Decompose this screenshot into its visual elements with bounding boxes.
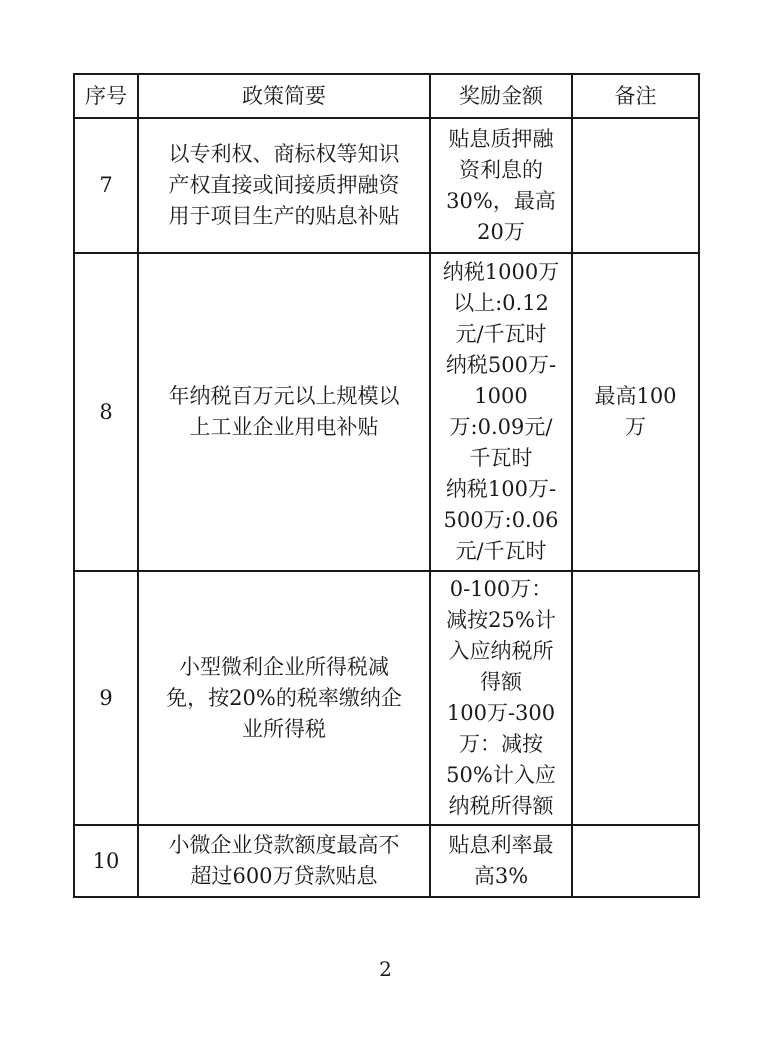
row-remarks-text: 最高100 万 [594,384,677,439]
row-remarks [572,825,699,897]
row-reward-amount [430,118,572,253]
row-policy-summary-text: 小微企业贷款额度最高不 超过600万贷款贴息 [168,833,400,888]
row-serial-number: 7 [74,118,138,253]
row-remarks [572,118,699,253]
table-row [74,253,699,571]
row-policy-summary-text: 年纳税百万元以上规模以 上工业企业用电补贴 [168,384,400,439]
header-policy-summary: 政策简要 [138,74,430,118]
row-remarks [572,253,699,571]
row-reward-amount-text: 贴息质押融 资利息的 30%，最高 20万 [446,126,556,244]
row-reward-amount [430,825,572,897]
header-remarks: 备注 [572,74,699,118]
row-serial-number: 10 [74,825,138,897]
policy-table [73,73,700,898]
table-row [74,118,699,253]
row-reward-amount [430,571,572,825]
table-row [74,825,699,897]
row-reward-amount-text: 贴息利率最 高3% [448,833,554,888]
row-policy-summary [138,253,430,571]
row-policy-summary [138,571,430,825]
row-remarks [572,571,699,825]
table-header-row [74,74,699,118]
header-reward-amount: 奖励金额 [430,74,572,118]
row-policy-summary-text: 小型微利企业所得税减 免，按20%的税率缴纳企 业所得税 [166,654,402,741]
row-reward-amount [430,253,572,571]
row-policy-summary-text: 以专利权、商标权等知识 产权直接或间接质押融资 用于项目生产的贴息补贴 [168,142,400,228]
row-serial-number: 9 [74,571,138,825]
row-serial-number: 8 [74,253,138,571]
row-reward-amount-text: 0-100万： 减按25%计 入应纳税所 得额 100万-300 万：减按 50%计入应 纳税所得额 [446,577,556,818]
row-policy-summary [138,118,430,253]
page-number: 2 [379,957,392,981]
table-row [74,571,699,825]
row-reward-amount-text: 纳税1000万 以上:0.12 元/千瓦时 纳税500万- 1000 万:0.09元/ 千瓦时 纳税100万- 500万:0.06 元/千瓦时 [442,260,560,563]
header-serial-number: 序号 [74,74,138,118]
row-policy-summary [138,825,430,897]
